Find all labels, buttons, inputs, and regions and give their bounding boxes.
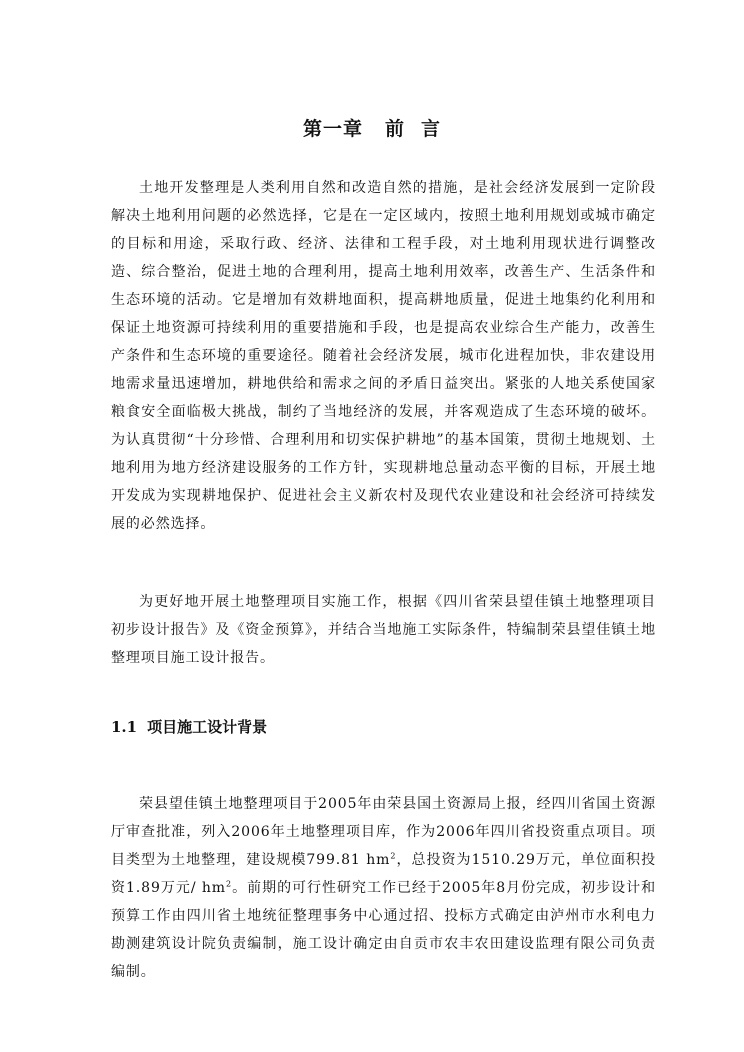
background-text-part-2: ，总投资为1510.29万元，单位面积投资1.89万元/ hm	[111, 852, 656, 896]
intro-paragraph-1: 土地开发整理是人类利用自然和改造自然的措施，是社会经济发展到一定阶段解决土地利用问题的必然选择，它是在一定区域内，按照土地利用规划或城市确定的目标和用途，采取行政、经济、法律和工程手段，对土地利用现状进行调整改造、综合整治，促进土地的合理利用，提高土地利用效率，改善生产、生活条件和生态环境的活动。它是增加有效耕地面积，提高耕地质量，促进土地集约化利用和保证土地资源可持续利用的重要措施和手段，也是提高农业综合生产能力，改善生产条件和生态环境的重要途径。随着社会经济发展，城市化进程加快，非农建设用地需求量迅速增加，耕地供给和需求之间的矛盾日益突出。紧张的人地关系使国家粮食安全面临极大挑战，制约了当地经济的发展，并客观造成了生态环境的破坏。为认真贯彻“十分珍惜、合理利用和切实保护耕地”的基本国策，贯彻土地规划、土地利用为地方经济建设服务的工作方针，实现耕地总量动态平衡的目标，开展土地开发成为实现耕地保护、促进社会主义新农村及现代农业建设和社会经济可持续发展的必然选择。	[111, 180, 656, 532]
superscript-2-area: 2	[390, 851, 397, 861]
intro-paragraph-2: 为更好地开展土地整理项目实施工作，根据《四川省荣县望佳镇土地整理项目初步设计报告》及《资金预算》，并结合当地施工实际条件，特编制荣县望佳镇土地整理项目施工设计报告。	[111, 594, 656, 666]
section-title-text: 项目施工设计背景	[147, 718, 268, 736]
superscript-2-unit: 2	[226, 879, 232, 889]
chapter-title-char-2: 言	[421, 118, 442, 140]
chapter-title-char-1: 前	[384, 118, 405, 140]
background-paragraph	[111, 790, 656, 986]
background-text-part-3: 。前期的可行性研究工作已经于2005年8月份完成，初步设计和预算工作由四川省土地统征整理事务中心通过招、投标方式确定由泸州市水利电力勘测建筑设计院负责编制，施工设计确定由自贡市农丰农田建设监理有限公司负责编制。	[111, 880, 656, 980]
background-text-part-1: 荣县望佳镇土地整理项目于2005年由荣县国土资源局上报，经四川省国土资源厅审查批准，列入2006年土地整理项目库，作为2006年四川省投资重点项目。项目类型为土地整理，建设规模799.81 hm	[111, 796, 656, 868]
section-heading	[111, 716, 267, 737]
section-number: 1.1	[111, 718, 138, 736]
chapter-number: 第一章	[302, 118, 363, 140]
chapter-title	[0, 114, 744, 141]
